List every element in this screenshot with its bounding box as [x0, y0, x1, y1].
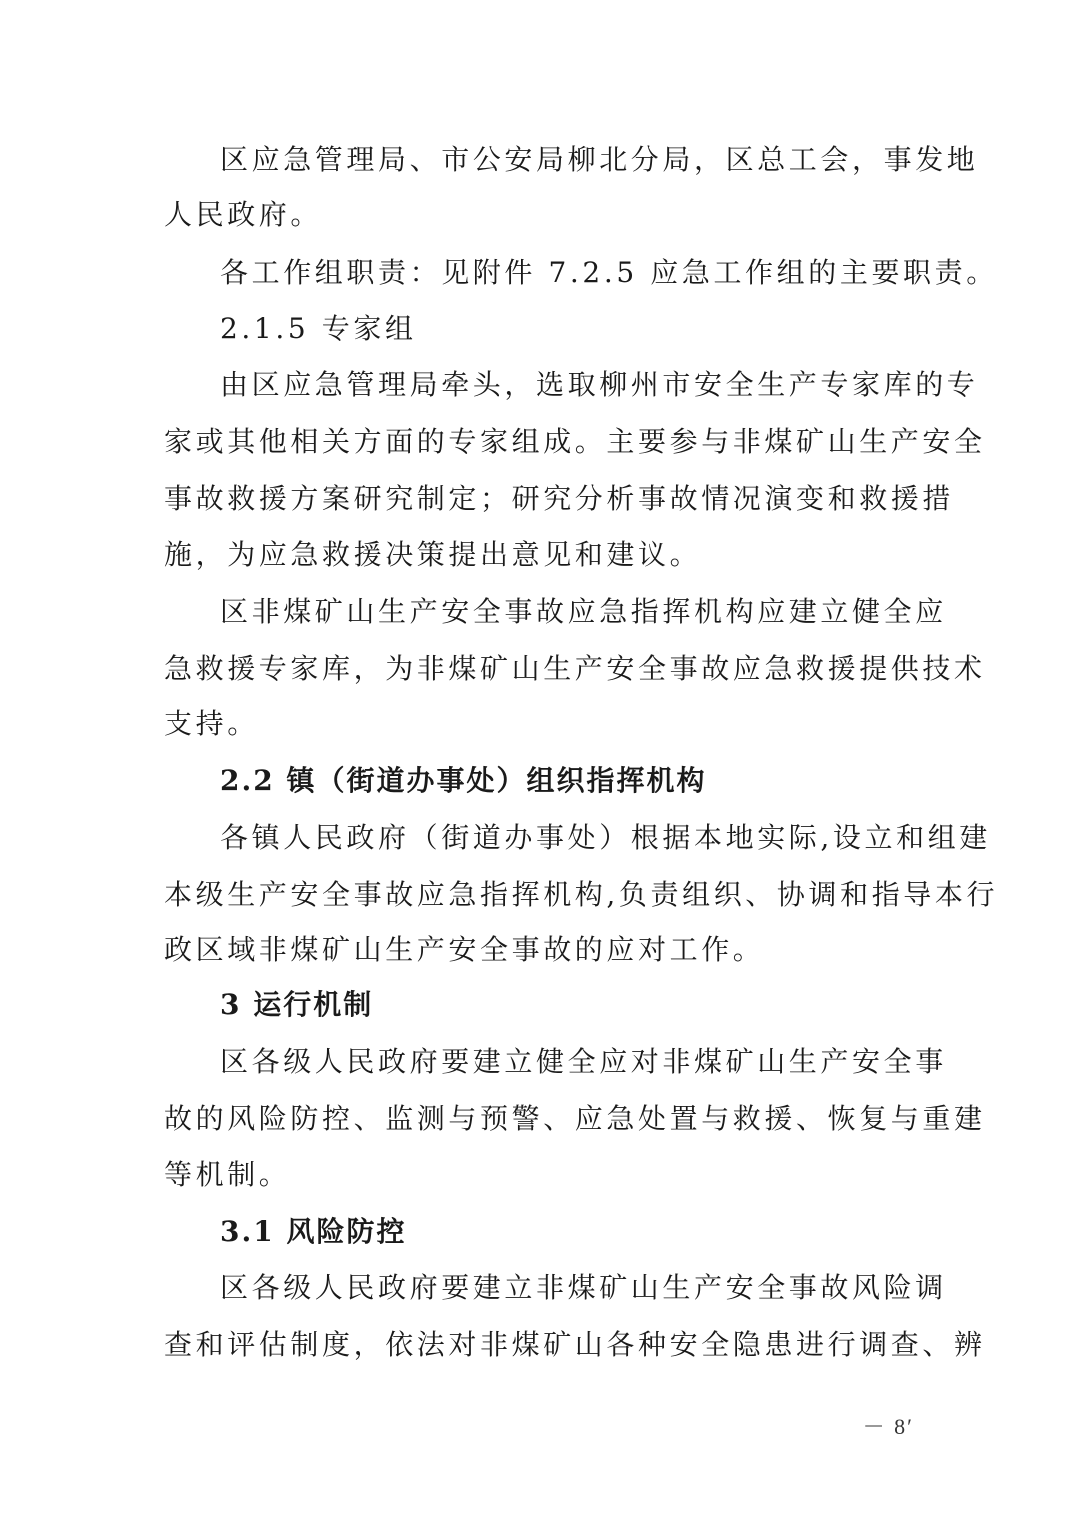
body-line: 区非煤矿山生产安全事故应急指挥机构应建立健全应: [220, 595, 947, 628]
section-heading: 2.2 镇（街道办事处）组织指挥机构: [220, 764, 707, 797]
body-line: 施，为应急救援决策提出意见和建议。: [164, 538, 702, 571]
body-line: 人民政府。: [164, 198, 323, 231]
body-line: 由区应急管理局牵头，选取柳州市安全生产专家库的专: [220, 368, 979, 401]
body-line: 事故救援方案研究制定；研究分析事故情况演变和救援措: [164, 482, 955, 515]
page-number: － 8′: [862, 1414, 914, 1439]
subsection-heading: 2.1.5 专家组: [220, 312, 417, 345]
body-line: 各工作组职责：见附件 7.2.5 应急工作组的主要职责。: [220, 256, 998, 289]
body-line: 本级生产安全事故应急指挥机构,负责组织、协调和指导本行: [164, 878, 999, 911]
body-line: 区应急管理局、市公安局柳北分局，区总工会，事发地: [220, 143, 979, 176]
body-line: 等机制。: [164, 1158, 291, 1191]
body-line: 故的风险防控、监测与预警、应急处置与救援、恢复与重建: [164, 1102, 986, 1135]
body-line: 急救援专家库，为非煤矿山生产安全事故应急救援提供技术: [164, 652, 986, 685]
body-line: 家或其他相关方面的专家组成。主要参与非煤矿山生产安全: [164, 425, 986, 458]
body-line: 查和评估制度，依法对非煤矿山各种安全隐患进行调查、辨: [164, 1328, 986, 1361]
body-line: 各镇人民政府（街道办事处）根据本地实际,设立和组建: [220, 821, 991, 854]
body-line: 政区域非煤矿山生产安全事故的应对工作。: [164, 933, 765, 966]
body-line: 区各级人民政府要建立健全应对非煤矿山生产安全事: [220, 1045, 947, 1078]
body-line: 支持。: [164, 707, 259, 740]
section-heading: 3 运行机制: [220, 988, 374, 1021]
body-line: 区各级人民政府要建立非煤矿山生产安全事故风险调: [220, 1271, 947, 1304]
section-heading: 3.1 风险防控: [220, 1215, 407, 1248]
